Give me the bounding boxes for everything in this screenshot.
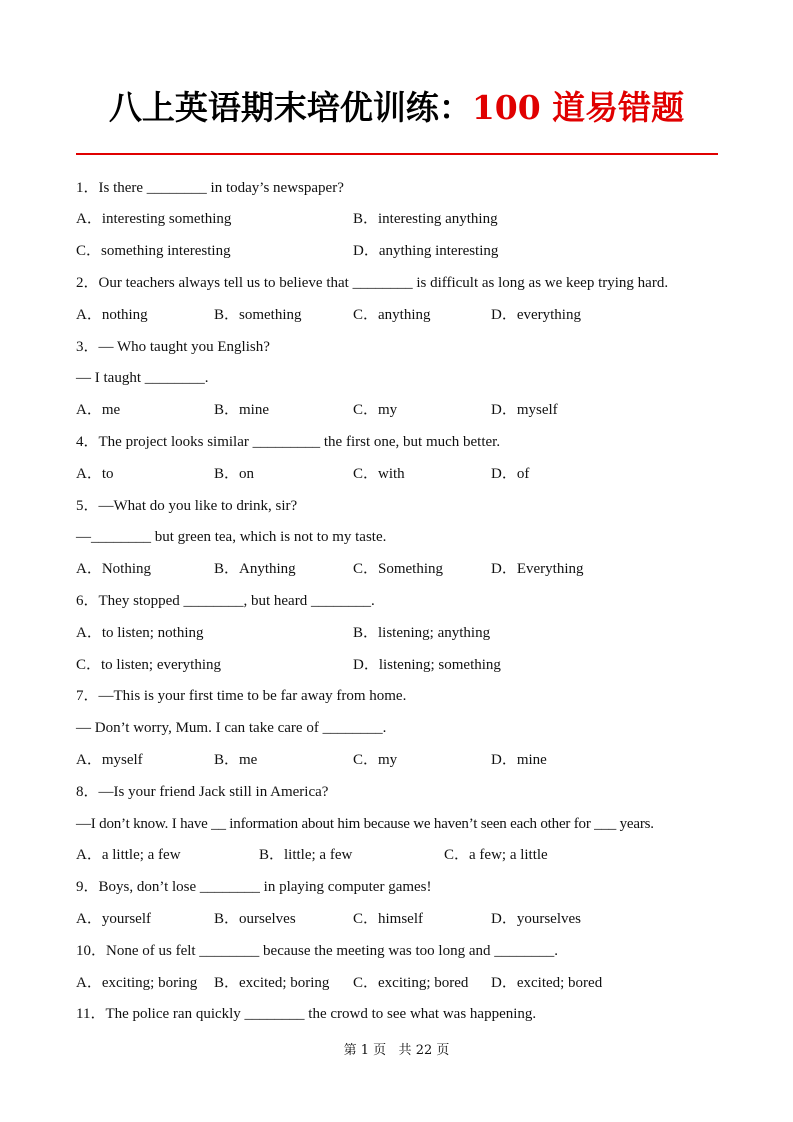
- question-5-option-d: D．Everything: [491, 561, 584, 577]
- question-9-stem: 9．Boys, don’t lose ________ in playing computer games!: [76, 879, 432, 895]
- question-6-option-c: C．to listen; everything: [76, 657, 221, 673]
- question-6-stem: 6．They stopped ________, but heard ________.: [76, 593, 375, 609]
- question-2-options: [76, 304, 718, 326]
- question-4-stem: 4．The project looks similar _________ the first one, but much better.: [76, 434, 501, 450]
- question-4-options: [76, 463, 718, 485]
- question-2-stem: 2．Our teachers always tell us to believe that ________ is difficult as long as we keep trying hard.: [76, 275, 669, 291]
- question-4-option-c: C．with: [353, 466, 405, 482]
- question-1-option-c: C．something interesting: [76, 243, 231, 259]
- question-8-options: [76, 844, 718, 866]
- question-6-option-a: A．to listen; nothing: [76, 625, 204, 641]
- question-7-stem-reply: — Don’t worry, Mum. I can take care of ________.: [76, 720, 387, 736]
- question-5-option-c: C．Something: [353, 561, 444, 577]
- question-8-stem: 8．—Is your friend Jack still in America?: [76, 784, 329, 800]
- title-divider: [76, 153, 718, 155]
- title-main: 八上英语期末培优训练：: [108, 88, 472, 127]
- question-2-option-d: D．everything: [491, 307, 581, 323]
- page-title: [0, 82, 793, 129]
- question-9-option-d: D．yourselves: [491, 911, 581, 927]
- question-9-option-a: A．yourself: [76, 911, 151, 927]
- question-5-option-b: B．Anything: [214, 561, 296, 577]
- question-10-stem: 10．None of us felt ________ because the meeting was too long and ________.: [76, 943, 558, 959]
- question-1-option-b: B．interesting anything: [353, 211, 498, 227]
- question-1-stem: 1．Is there ________ in today’s newspaper?: [76, 180, 344, 196]
- question-5-stem: 5．—What do you like to drink, sir?: [76, 498, 298, 514]
- question-2-option-c: C．anything: [353, 307, 431, 323]
- question-2-option-a: A．nothing: [76, 307, 148, 323]
- question-10-option-b: B．excited; boring: [214, 975, 330, 991]
- question-3-stem: 3．— Who taught you English?: [76, 339, 270, 355]
- question-2-option-b: B．something: [214, 307, 302, 323]
- question-3-option-b: B．mine: [214, 402, 269, 418]
- question-1-option-d: D．anything interesting: [353, 243, 499, 259]
- question-1-options-row-1: [76, 208, 718, 230]
- question-7-options: [76, 749, 718, 771]
- question-1-options-row-2: [76, 240, 718, 262]
- question-10-options: [76, 972, 718, 994]
- question-8-option-c: C．a few; a little: [444, 847, 548, 863]
- question-10-option-d: D．excited; bored: [491, 975, 603, 991]
- question-7-option-a: A．myself: [76, 752, 143, 768]
- question-6-options-row-1: [76, 622, 718, 644]
- question-4-option-d: D．of: [491, 466, 530, 482]
- question-3-option-a: A．me: [76, 402, 121, 418]
- title-accent: 100 道易错题: [471, 88, 685, 127]
- question-1-option-a: A．interesting something: [76, 211, 232, 227]
- question-8-option-b: B．little; a few: [259, 847, 353, 863]
- question-3-option-d: D．myself: [491, 402, 558, 418]
- question-9-option-c: C．himself: [353, 911, 423, 927]
- question-3-stem-reply: — I taught ________.: [76, 370, 209, 386]
- page-footer: 第 1 页 共 22 页: [343, 1043, 450, 1058]
- question-3-option-c: C．my: [353, 402, 398, 418]
- question-7-stem: 7．—This is your first time to be far away from home.: [76, 688, 407, 704]
- question-6-option-d: D．listening; something: [353, 657, 501, 673]
- question-7-option-d: D．mine: [491, 752, 547, 768]
- question-3-options: [76, 399, 718, 421]
- question-8-option-a: A．a little; a few: [76, 847, 181, 863]
- question-9-option-b: B．ourselves: [214, 911, 296, 927]
- question-4-option-b: B．on: [214, 466, 255, 482]
- question-10-option-c: C．exciting; bored: [353, 975, 469, 991]
- question-10-option-a: A．exciting; boring: [76, 975, 198, 991]
- question-5-stem-reply: —________ but green tea, which is not to my taste.: [76, 529, 387, 545]
- question-5-options: [76, 558, 718, 580]
- question-7-option-c: C．my: [353, 752, 398, 768]
- question-9-options: [76, 908, 718, 930]
- question-8-stem-reply: —I don’t know. I have __ information about him because we haven’t seen each other for ___ years.: [76, 816, 654, 832]
- question-6-options-row-2: [76, 654, 718, 676]
- question-11-stem: 11．The police ran quickly ________ the crowd to see what was happening.: [76, 1006, 537, 1022]
- question-6-option-b: B．listening; anything: [353, 625, 491, 641]
- question-5-option-a: A．Nothing: [76, 561, 152, 577]
- question-4-option-a: A．to: [76, 466, 114, 482]
- question-7-option-b: B．me: [214, 752, 258, 768]
